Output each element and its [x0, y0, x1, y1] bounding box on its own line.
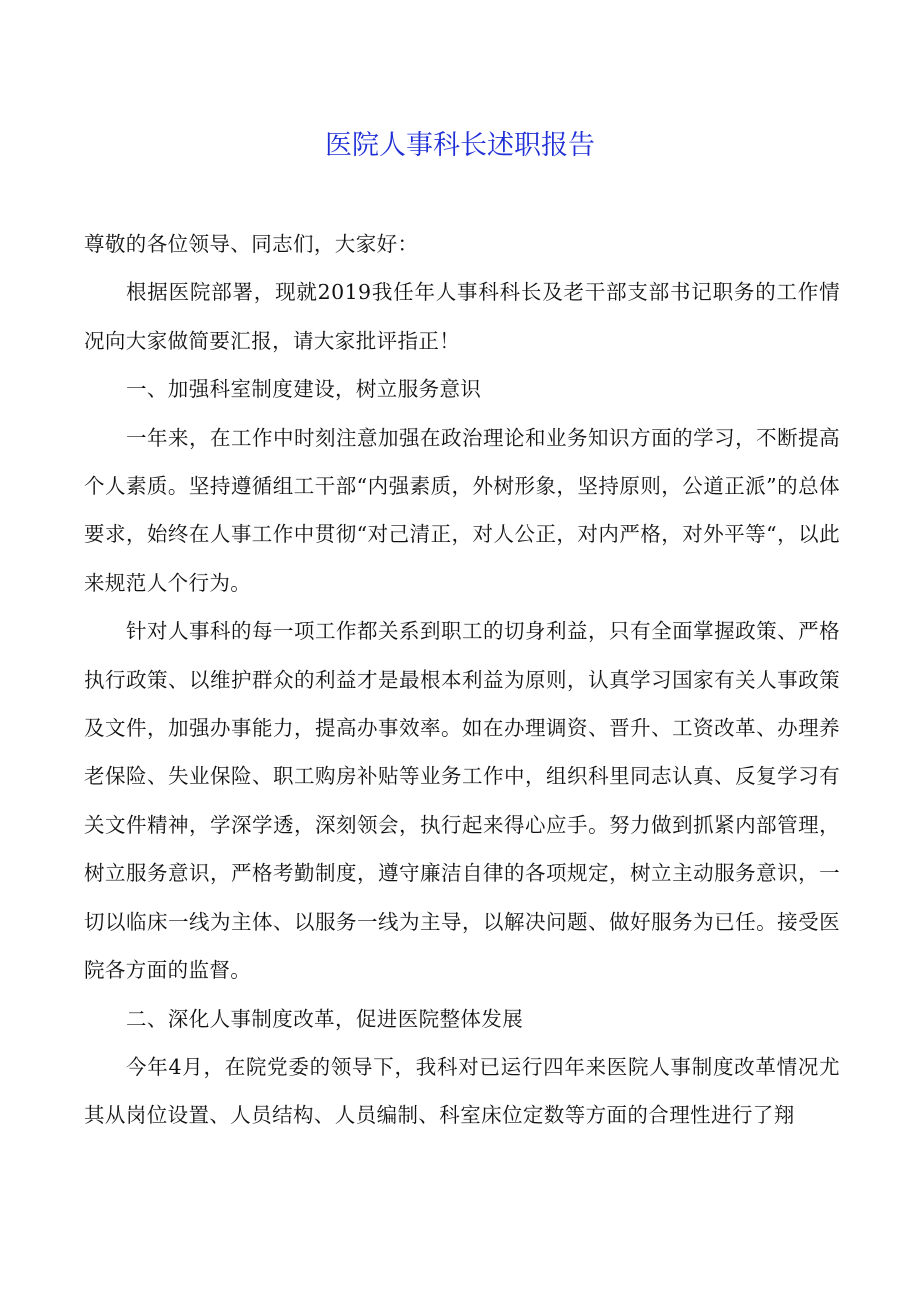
greeting: 尊敬的各位领导、同志们，大家好： — [84, 232, 419, 256]
paragraph-study: 一年来，在工作中时刻注意加强在政治理论和业务知识方面的学习，不断提高个人素质。坚持遵循组工干部“内强素质，外树形象，坚持原则，公道正派”的总体要求，始终在人事工作中贯彻“对己清正，对人公正，对内严格，对外平等“，以此来规范人个行为。 — [84, 425, 840, 595]
paragraph-reform: 今年4月，在院党委的领导下，我科对已运行四年来医院人事制度改革情况尤其从岗位设置、人员结构、人员编制、科室床位定数等方面的合理性进行了翔 — [84, 1054, 840, 1128]
document-title: 医院人事科长述职报告 — [325, 130, 595, 161]
paragraph-intro: 根据医院部署，现就2019我任年人事科科长及老干部支部书记职务的工作情况向大家做简要汇报，请大家批评指正！ — [84, 280, 840, 353]
document-body — [84, 220, 840, 1140]
section-heading-1: 一、加强科室制度建设，树立服务意识 — [126, 377, 482, 402]
paragraph-policy: 针对人事科的每一项工作都关系到职工的切身利益，只有全面掌握政策、严格执行政策、以维护群众的利益才是最根本利益为原则，认真学习国家有关人事政策及文件，加强办事能力，提高办事效率。如在办理调资、晋升、工资改革、办理养老保险、失业保险、职工购房补贴等业务工作中，组织科里同志认真、反复学习有关文件精神，学深学透，深刻领会，执行起来得心应手。努力做到抓紧内部管理，树立服务意识，严格考勤制度，遵守廉洁自律的各项规定，树立主动服务意识，一切以临床一线为主体、以服务一线为主导，以解决问题、做好服务为已任。接受医院各方面的监督。 — [84, 619, 840, 983]
section-heading-2: 二、深化人事制度改革，促进医院整体发展 — [126, 1006, 524, 1031]
